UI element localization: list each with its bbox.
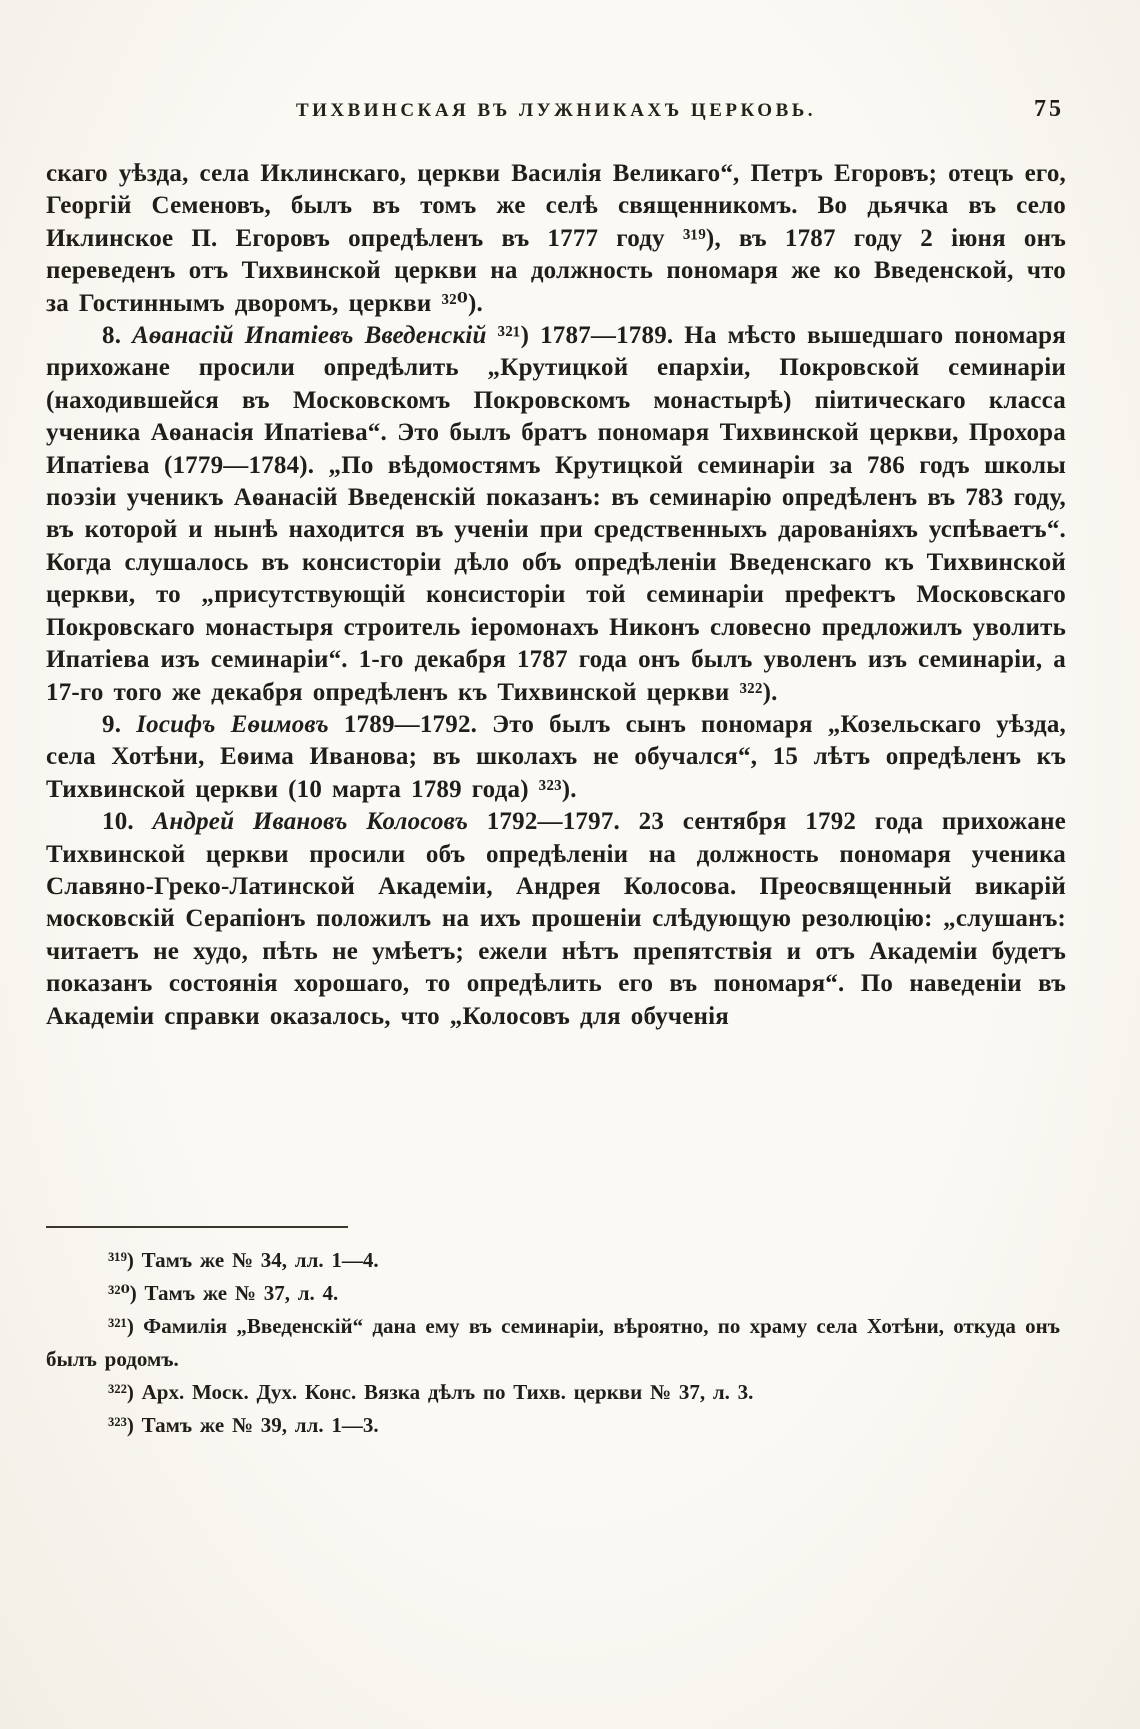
footnote-text: Тамъ же № 34, лл. 1—4.: [133, 1248, 379, 1272]
paragraph-text: ³²¹) 1787—1789. На мѣсто вышедшаго пономаря прихожане просили опредѣлить „Крутицкой епархіи, Покровской семинаріи (находившейся въ Московскомъ Покровскомъ монастырѣ) піитическаго класса ученика Аѳанасія Ипатіева“. Это былъ братъ пономаря Тихвинской церкви, Прохора Ипатіева (1779—1784). „По вѣдомостямъ Крутицкой семинаріи за 786 годъ школы поэзіи ученикъ Аѳанасій Введенскій показанъ: въ семинарію опредѣленъ въ 783 году, въ которой и нынѣ находится въ ученіи при средственныхъ дарованіяхъ успѣваетъ“. Когда слушалось въ консисторіи дѣло объ опредѣленіи Введенскаго къ Тихвинской церкви, то „присутствующій консисторіи той семинаріи префектъ Московскаго Покровскаго монастыря строитель іеромонахъ Никонъ словесно предложилъ уволить Ипатіева изъ семинаріи“. 1-го декабря 1787 года онъ былъ уволенъ изъ семинаріи, а 17-го того же декабря опредѣленъ къ Тихвинской церкви ³²²).: [46, 322, 1066, 706]
footnote-321: [46, 1310, 1060, 1376]
paragraph-continuation: [46, 158, 1066, 320]
footnotes-section: [46, 1226, 1060, 1442]
person-name-efimov: Іосифъ Еѳимовъ: [136, 710, 329, 738]
paragraph-text: 1789—1792. Это былъ сынъ пономаря „Козельскаго уѣзда, села Хотѣни, Еѳима Иванова; въ школахъ не обучался“, 15 лѣтъ опредѣленъ къ Тихвинской церкви (10 марта 1789 года) ³²³).: [46, 710, 1066, 803]
running-title: ТИХВИНСКАЯ ВЪ ЛУЖНИКАХЪ ЦЕРКОВЬ.: [295, 100, 817, 121]
footnote-text: Фамилія „Введенскій“ дана ему въ семинаріи, вѣроятно, по храму села Хотѣни, откуда онъ былъ родомъ.: [46, 1314, 1060, 1371]
footnote-marker: ³²³): [108, 1413, 134, 1437]
body-text: [46, 158, 1066, 1033]
footnote-322: [46, 1376, 1060, 1409]
footnote-marker: ³²¹): [108, 1314, 134, 1338]
page-header: [46, 96, 1066, 128]
person-name-kolosov: Андрей Ивановъ Колосовъ: [152, 808, 469, 836]
paragraph-text: 1792—1797. 23 сентября 1792 года прихожане Тихвинской церкви просили объ опредѣленіи на должность пономаря ученика Славяно-Греко-Латинской Академіи, Андрея Колосова. Преосвященный викарій московскій Серапіонъ положилъ на ихъ прошеніи слѣдующую резолюцію: „слушанъ: читаетъ не худо, пѣть не умѣетъ; ежели нѣтъ препятствія и отъ Академіи будетъ показанъ состоянія хорошаго, то опредѣлить его въ пономаря“. По наведеніи въ Академіи справки оказалось, что „Колосовъ для обученія: [46, 808, 1066, 1030]
footnote-text: Арх. Моск. Дух. Конс. Вязка дѣлъ по Тихв. церкви № 37, л. 3.: [133, 1380, 754, 1404]
footnote-319: [46, 1244, 1060, 1277]
entry-number: 8.: [102, 322, 133, 350]
paragraph-text: скаго уѣзда, села Иклинскаго, церкви Василія Великаго“, Петръ Егоровъ; отецъ его, Георгій Семеновъ, былъ въ томъ же селѣ священникомъ. Во дьячка въ село Иклинское П. Егоровъ опредѣленъ въ 1777 году ³¹⁹), въ 1787 году 2 іюня онъ переведенъ отъ Тихвинской церкви на должность пономаря же ко Введенской, что за Гостиннымъ дворомъ, церкви ³²⁰).: [46, 160, 1066, 317]
footnote-marker: ³²²): [108, 1380, 134, 1404]
footnote-text: Тамъ же № 37, л. 4.: [136, 1281, 339, 1305]
footnote-marker: ³²⁰): [108, 1281, 137, 1305]
footnote-text: Тамъ же № 39, лл. 1—3.: [133, 1413, 379, 1437]
footnote-rule: [46, 1226, 348, 1228]
footnote-320: [46, 1277, 1060, 1310]
paragraph-entry-8: [46, 320, 1066, 709]
person-name-vvedensky: Аѳанасій Ипатіевъ Введенскій: [132, 322, 487, 350]
entry-number: 10.: [102, 808, 153, 836]
paragraph-entry-9: [46, 709, 1066, 806]
entry-number: 9.: [102, 710, 137, 738]
footnote-323: [46, 1409, 1060, 1442]
paragraph-entry-10: [46, 806, 1066, 1033]
page-number: 75: [1034, 96, 1064, 122]
footnote-marker: ³¹⁹): [108, 1248, 134, 1272]
